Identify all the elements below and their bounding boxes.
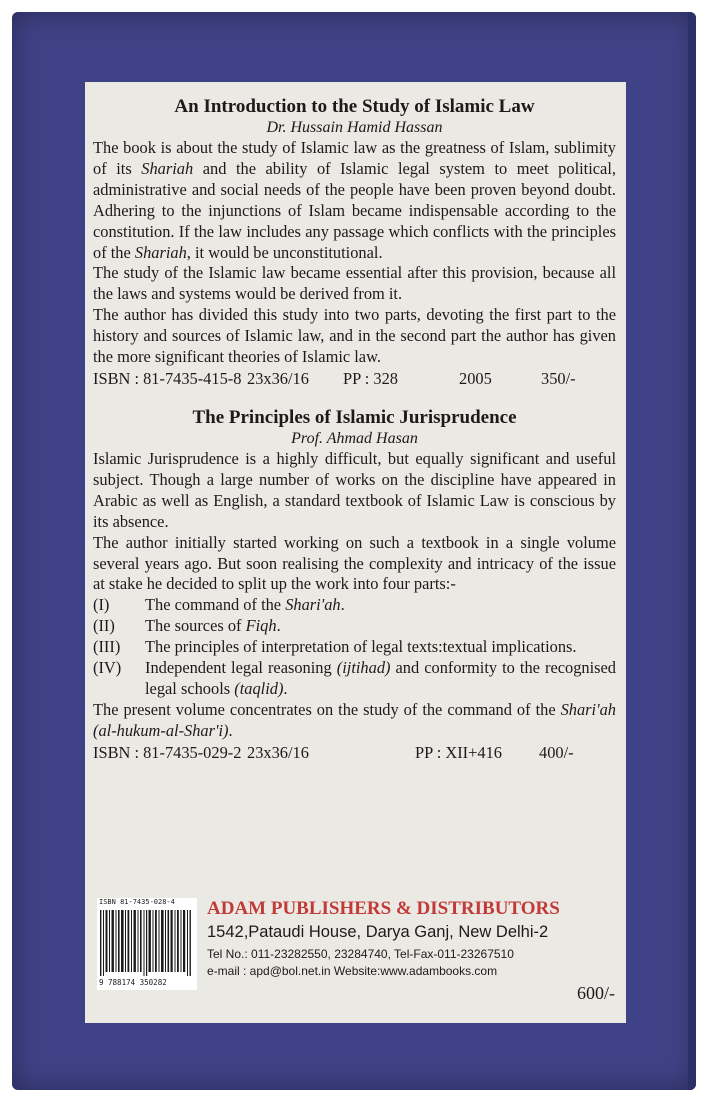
book2-isbn-row [93, 742, 616, 763]
barcode-number: 9 788174 350282 [99, 978, 167, 987]
book2-paragraph-1: Islamic Jurisprudence is a highly difficult, but equally significant and useful subject. Though a large number of works on the discipline have appeared in Arabic as well as English, a standard textbook of Islamic Law is conscious by its absence. [93, 448, 616, 531]
list-item: (IV) Independent legal reasoning (ijtihad) and conformity to the recognised legal schools (taqlid). [93, 658, 616, 698]
publisher-email: e-mail : apd@bol.net.in Website:www.adambooks.com [207, 964, 498, 978]
book2-paragraph-3: The present volume concentrates on the study of the command of the Shari'ah (al-hukum-al-Shar'i). [93, 699, 616, 740]
list-item: (I) The command of the Shari'ah. [93, 595, 345, 615]
book2-author: Prof. Ahmad Hasan [291, 429, 418, 447]
cover-edge [688, 12, 696, 1090]
barcode-isbn-text: ISBN 81-7435-028-4 [99, 898, 175, 906]
book2-size: 23x36/16 [247, 742, 309, 762]
book1-author: Dr. Hussain Hamid Hassan [266, 119, 443, 136]
book1-isbn-row [93, 368, 616, 389]
book1-paragraph-3: The author has divided this study into two parts, devoting the first part to the history and sources of Islamic law, and in the second part the author has given the more significant theories of Islamic law. [93, 305, 616, 367]
description-panel [85, 82, 626, 1023]
book2-title: The Principles of Islamic Jurisprudence [192, 406, 517, 428]
list-item: (II) The sources of Fiqh. [93, 616, 281, 636]
book-back-cover [12, 12, 696, 1090]
book1-paragraph-1: The book is about the study of Islamic law as the greatness of Islam, sublimity of its Shariah and the ability of Islamic legal system to meet political, administrative and social needs of the people have been proven beyond doubt. Adhering to the injunctions of Islam became indispensable according to the constitution. If the law includes any passage which conflicts with the principles of the Shariah, it would be unconstitutional. [93, 138, 616, 262]
cover-price: 600/- [577, 983, 615, 1003]
book1-price: 350/- [541, 368, 576, 388]
book2-paragraph-2: The author initially started working on such a textbook in a single volume several years ago. But soon realising the complexity and intricacy of the issue at stake he decided to split up the work into four parts:- [93, 532, 616, 594]
book1-year: 2005 [459, 368, 492, 388]
book1-isbn: ISBN : 81-7435-415-8 [93, 368, 242, 388]
barcode-bars-icon [100, 910, 194, 976]
book1-paragraph-2: The study of the Islamic law became essential after this provision, because all the laws and systems would be derived from it. [93, 263, 616, 304]
publisher-name: ADAM PUBLISHERS & DISTRIBUTORS [207, 898, 560, 919]
book2-isbn: ISBN : 81-7435-029-2 [93, 742, 242, 762]
book1-title: An Introduction to the Study of Islamic Law [174, 96, 535, 117]
book1-size: 23x36/16 [247, 368, 309, 388]
list-item: (III) The principles of interpretation of legal texts:textual implications. [93, 637, 577, 657]
publisher-phone: Tel No.: 011-23282550, 23284740, Tel-Fax-011-23267510 [207, 947, 514, 961]
publisher-address: 1542,Pataudi House, Darya Ganj, New Delhi-2 [207, 923, 549, 941]
publisher-footer [93, 894, 619, 1014]
book2-price: 400/- [539, 742, 574, 762]
barcode [97, 898, 197, 990]
book1-pages: PP : 328 [343, 368, 398, 388]
book2-parts-list [93, 595, 616, 700]
book2-pages: PP : XII+416 [415, 742, 502, 762]
